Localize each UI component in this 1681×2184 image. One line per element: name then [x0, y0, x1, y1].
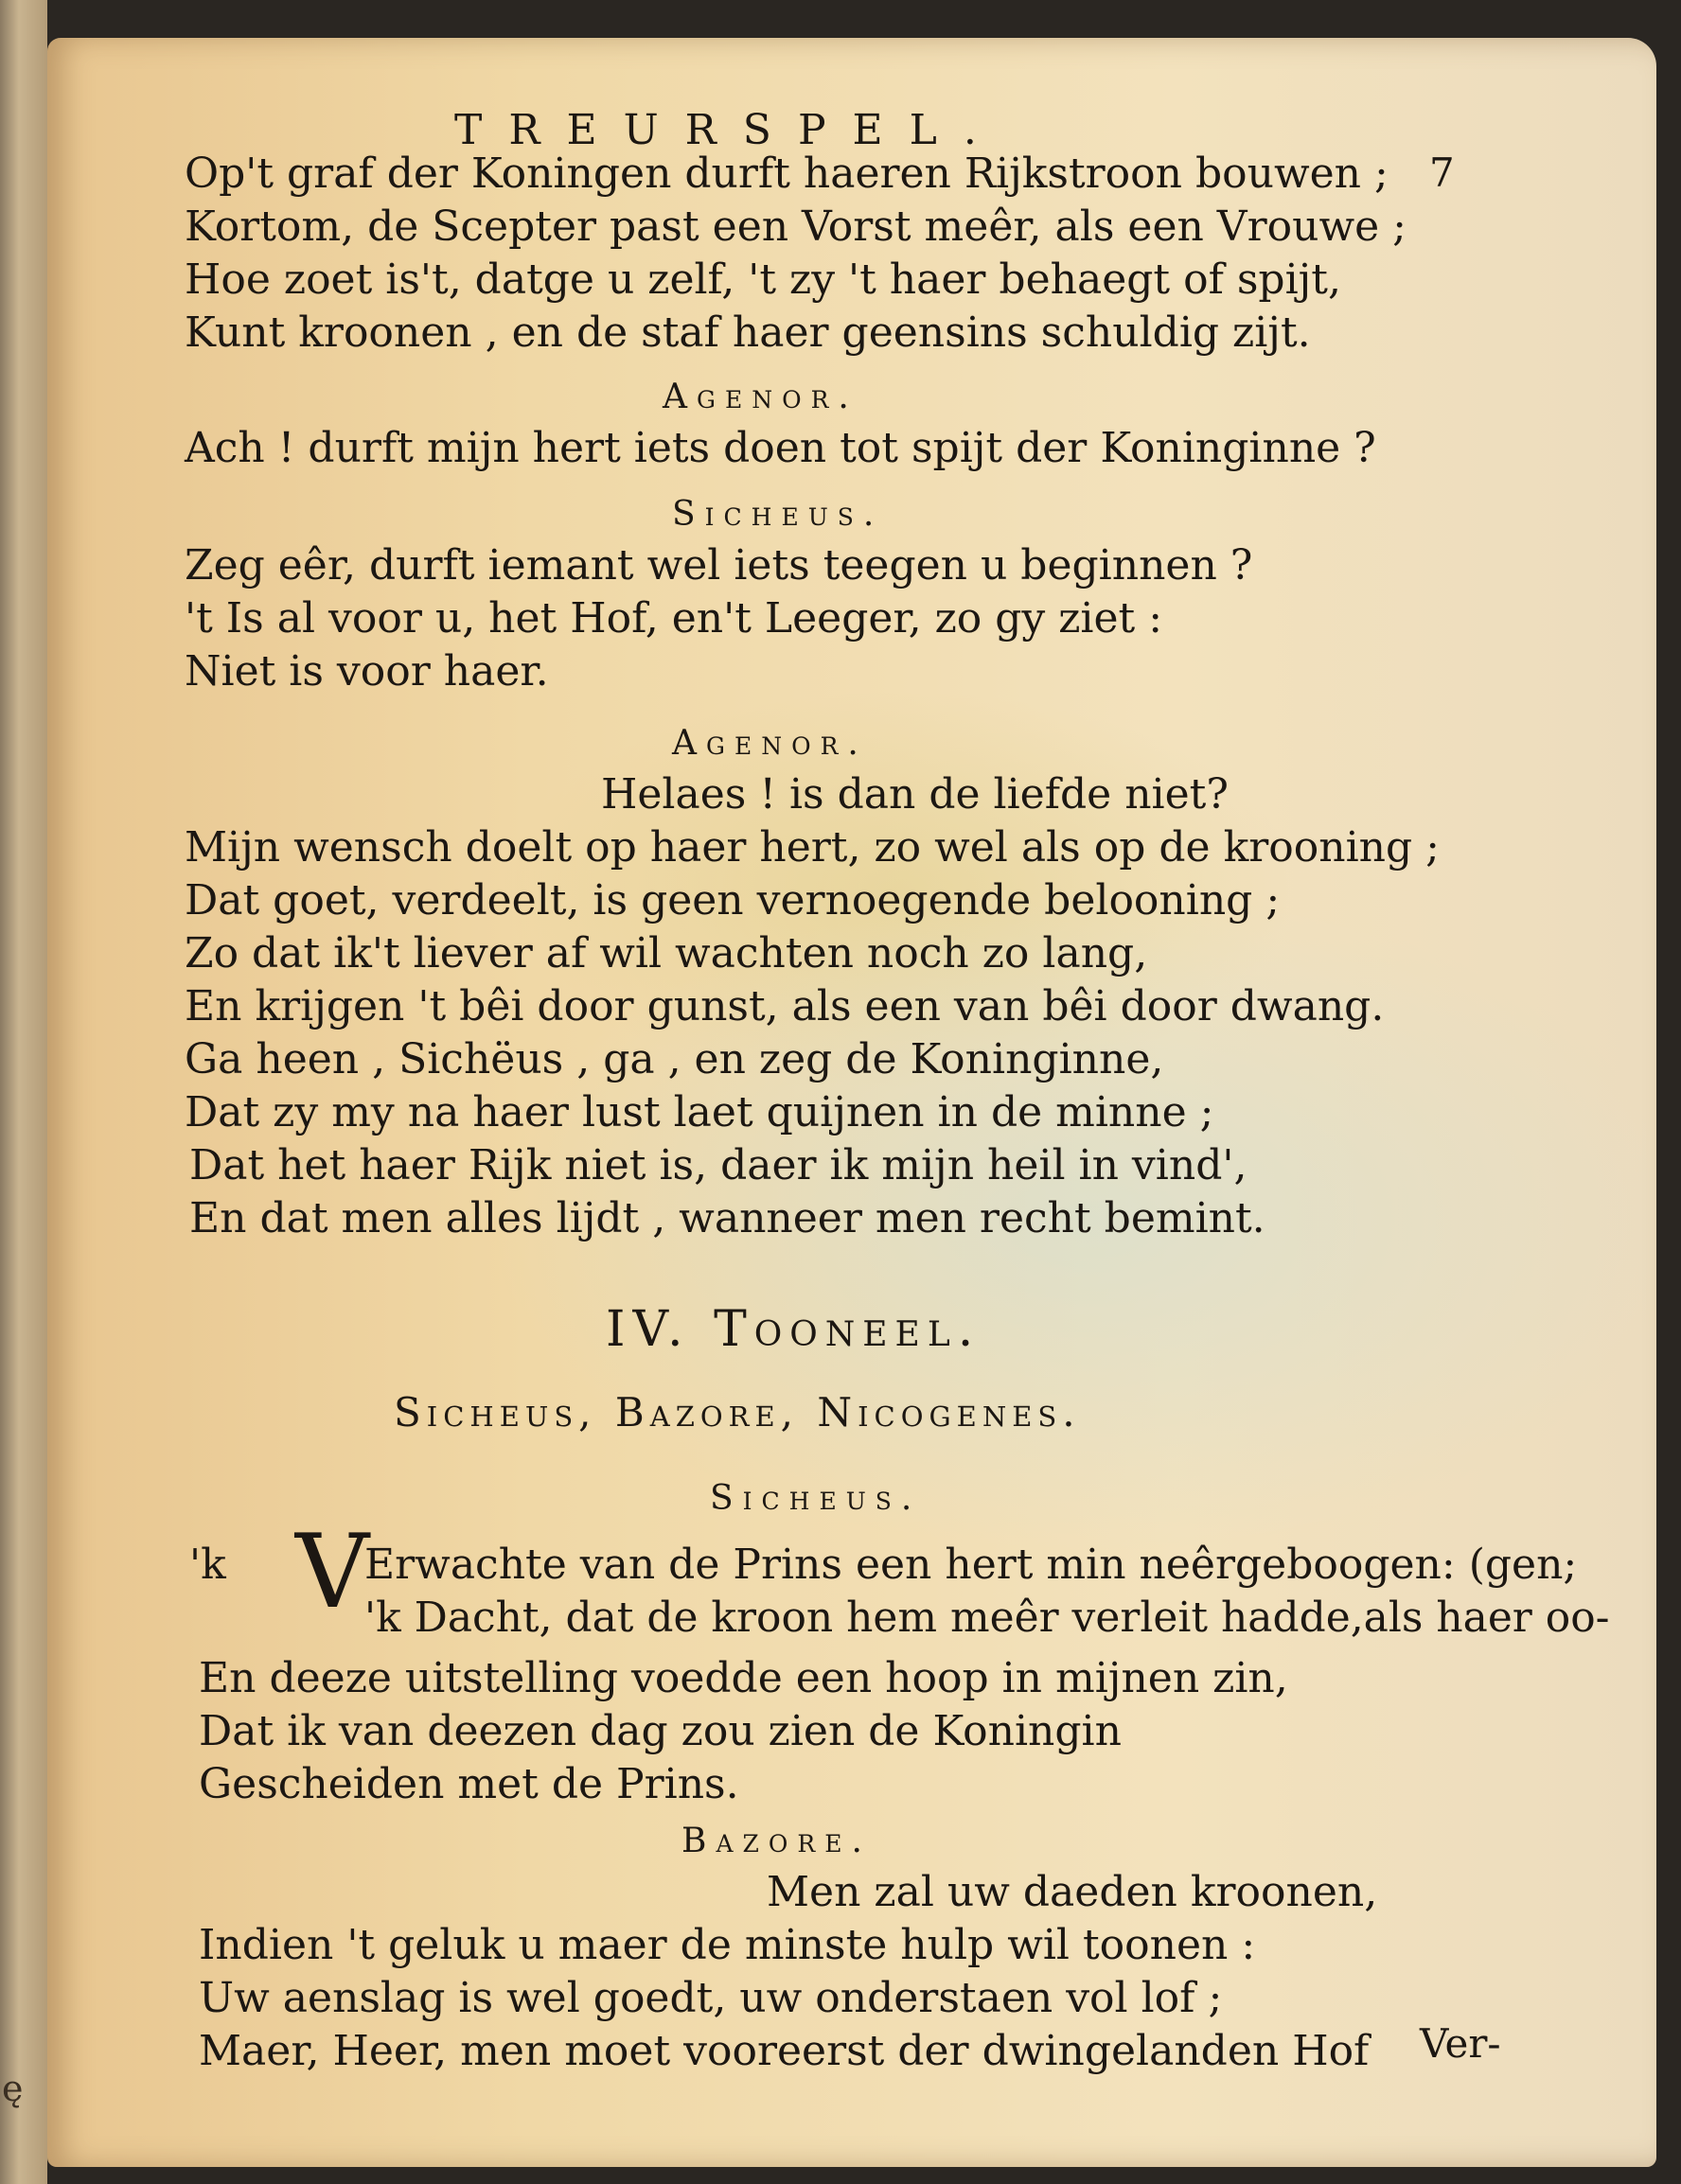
speaker-name: Sicheus.	[710, 1479, 922, 1518]
verse-line: Uw aenslag is wel goedt, uw onderstaen vol lof ;	[199, 1974, 1223, 2022]
verse-line: Erwachte van de Prins een hert min neêrgeboogen: (gen;	[364, 1541, 1578, 1589]
verse-line: Maer, Heer, men moet vooreerst der dwingelanden Hof	[199, 2027, 1370, 2075]
verse-line: Ach ! durft mijn hert iets doen tot spijt der Koninginne ?	[185, 424, 1376, 472]
verse-line: 'k Dacht, dat de kroon hem meêr verleit hadde,als haer oo-	[364, 1594, 1610, 1642]
scene-title: IV. Tooneel.	[606, 1301, 982, 1358]
verse-line: Zo dat ik't liever af wil wachten noch zo lang,	[185, 929, 1148, 978]
book-page	[47, 38, 1656, 2167]
verse-line: Kortom, de Scepter past een Vorst meêr, als een Vrouwe ;	[185, 203, 1407, 251]
running-head: TREURSPEL.	[454, 106, 1003, 154]
verse-line: En dat men alles lijdt , wanneer men recht bemint.	[189, 1194, 1265, 1242]
verse-line: Gescheiden met de Prins.	[199, 1760, 739, 1808]
verse-line: Indien 't geluk u maer de minste hulp wil toonen :	[199, 1921, 1256, 1969]
catchword: Ver-	[1420, 2020, 1501, 2067]
cast-list: Sicheus, Bazore, Nicogenes.	[394, 1389, 1081, 1435]
left-page-edge	[0, 0, 47, 2184]
speaker-name: Agenor.	[672, 724, 868, 763]
verse-line: Hoe zoet is't, datge u zelf, 't zy 't haer behaegt of spijt,	[185, 255, 1341, 304]
verse-line: Op't graf der Koningen durft haeren Rijkstroon bouwen ;	[185, 150, 1389, 198]
verse-line: Ga heen , Sichëus , ga , en zeg de Koninginne,	[185, 1035, 1164, 1083]
verse-line: Helaes ! is dan de liefde niet?	[601, 770, 1229, 819]
speaker-name: Agenor.	[663, 378, 858, 416]
verse-line: 't Is al voor u, het Hof, en't Leeger, zo gy ziet :	[185, 594, 1163, 643]
verse-line: Kunt kroonen , en de staf haer geensins schuldig zijt.	[185, 308, 1311, 357]
verse-line: Men zal uw daeden kroonen,	[767, 1868, 1378, 1916]
verse-line: Niet is voor haer.	[185, 647, 549, 696]
verse-line: Dat zy my na haer lust laet quijnen in de minne ;	[185, 1088, 1214, 1136]
speaker-name: Bazore.	[681, 1822, 872, 1860]
line-prefix: 'k	[189, 1541, 226, 1589]
page-number: 7	[1429, 150, 1455, 196]
left-margin-mark: ę	[2, 2068, 24, 2109]
verse-line: En krijgen 't bêi door gunst, als een van bêi door dwang.	[185, 982, 1385, 1030]
verse-line: Mijn wensch doelt op haer hert, zo wel als op de krooning ;	[185, 823, 1440, 872]
speaker-name: Sicheus.	[672, 495, 884, 534]
verse-line: Zeg eêr, durft iemant wel iets teegen u beginnen ?	[185, 541, 1253, 590]
verse-line: Dat goet, verdeelt, is geen vernoegende belooning ;	[185, 876, 1281, 925]
verse-line: En deeze uitstelling voedde een hoop in mijnen zin,	[199, 1654, 1288, 1702]
page-text	[47, 38, 1656, 2167]
drop-cap-initial: V	[295, 1513, 369, 1631]
verse-line: Dat het haer Rijk niet is, daer ik mijn heil in vind',	[189, 1141, 1247, 1189]
verse-line: Dat ik van deezen dag zou zien de Koningin	[199, 1707, 1122, 1755]
